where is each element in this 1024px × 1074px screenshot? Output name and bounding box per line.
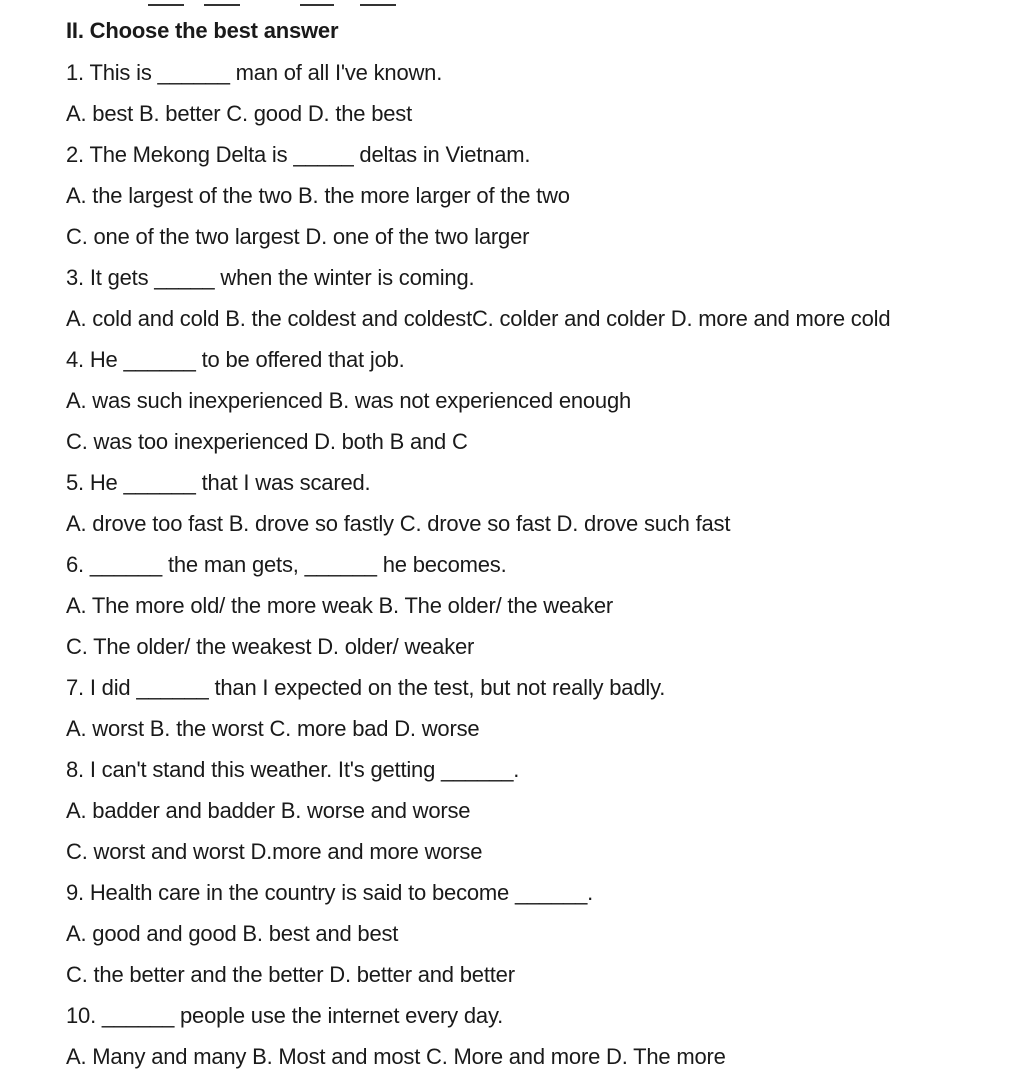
question-2: 2. The Mekong Delta is _____ deltas in Vietnam. [66,142,531,167]
question-3: 3. It gets _____ when the winter is coming. [66,265,475,290]
question-10: 10. ______ people use the internet every day. [66,1003,504,1028]
question-1: 1. This is ______ man of all I've known. [66,60,443,85]
options-1: A. best B. better C. good D. the best [66,101,413,126]
question-5: 5. He ______ that I was scared. [66,470,371,495]
top-dash-4 [360,4,396,6]
question-8: 8. I can't stand this weather. It's getting ______. [66,757,520,782]
question-7: 7. I did ______ than I expected on the test, but not really badly. [66,675,666,700]
options-6a: A. The more old/ the more weak B. The older/ the weaker [66,593,614,618]
options-4a: A. was such inexperienced B. was not experienced enough [66,388,632,413]
options-9a: A. good and good B. best and best [66,921,399,946]
question-9: 9. Health care in the country is said to become ______. [66,880,594,905]
options-2a: A. the largest of the two B. the more larger of the two [66,183,570,208]
options-9b: C. the better and the better D. better and better [66,962,515,987]
section-heading: II. Choose the best answer [66,18,339,43]
options-8b: C. worst and worst D.more and more worse [66,839,483,864]
options-6b: C. The older/ the weakest D. older/ weaker [66,634,475,659]
options-8a: A. badder and badder B. worse and worse [66,798,471,823]
options-4b: C. was too inexperienced D. both B and C [66,429,468,454]
top-dash-2 [204,4,240,6]
options-5: A. drove too fast B. drove so fastly C. drove so fast D. drove such fast [66,511,731,536]
question-4: 4. He ______ to be offered that job. [66,347,405,372]
options-2b: C. one of the two largest D. one of the two larger [66,224,530,249]
options-7: A. worst B. the worst C. more bad D. worse [66,716,480,741]
options-3: A. cold and cold B. the coldest and coldestC. colder and colder D. more and more cold [66,306,891,331]
options-10: A. Many and many B. Most and most C. More and more D. The more [66,1044,726,1069]
question-6: 6. ______ the man gets, ______ he becomes. [66,552,507,577]
top-dash-3 [300,4,334,6]
top-dash-1 [148,4,184,6]
